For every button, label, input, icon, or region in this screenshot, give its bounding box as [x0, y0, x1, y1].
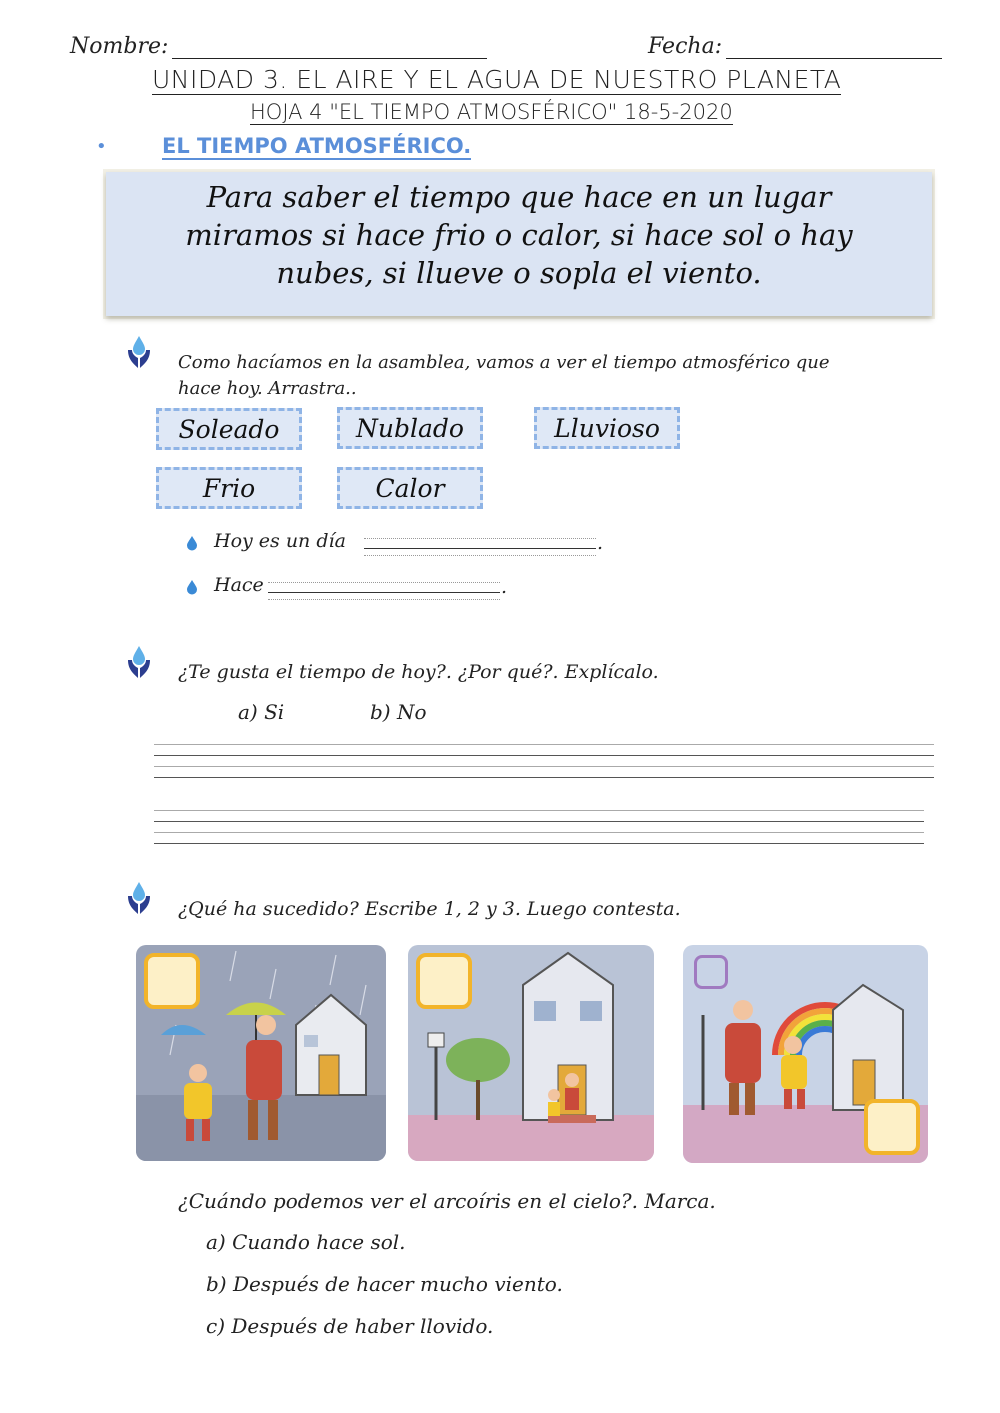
sentence2-period: . [501, 576, 508, 598]
option-no[interactable]: b) No [370, 700, 427, 724]
chip-soleado[interactable]: Soleado [156, 408, 302, 450]
sheet-title: HOJA 4 "EL TIEMPO ATMOSFÉRICO" 18-5-2020 [250, 100, 733, 124]
info-box [106, 172, 932, 316]
chip-calor[interactable]: Calor [337, 467, 483, 509]
answer-lines-1[interactable] [154, 744, 934, 788]
rainbow-question: ¿Cuándo podemos ver el arcoíris en el cielo?. Marca. [178, 1189, 716, 1213]
info-text [106, 178, 932, 292]
rainbow-option-c[interactable]: c) Después de haber llovido. [206, 1314, 494, 1338]
sentence1-drop-zone[interactable] [364, 548, 596, 549]
unit-title: UNIDAD 3. EL AIRE Y EL AGUA DE NUESTRO PLANETA [152, 65, 842, 94]
date-label: Fecha: [648, 34, 723, 59]
chip-frio[interactable]: Frio [156, 467, 302, 509]
sentence2-label: Hace [214, 574, 264, 596]
answer-lines-2[interactable] [154, 810, 924, 854]
empty-corner-frame [694, 955, 728, 989]
info-line-2: miramos si hace frio o calor, si hace sol o hay [185, 218, 853, 252]
order-box-panel-1[interactable] [144, 953, 200, 1009]
info-line-1: Para saber el tiempo que hace en un lugar [206, 180, 832, 214]
hands-water-drop-icon [124, 644, 154, 680]
water-drop-icon [185, 579, 199, 595]
exercise1-instruction-line1: Como hacíamos en la asamblea, vamos a ver el tiempo atmosférico que [178, 352, 830, 373]
chip-nublado[interactable]: Nublado [337, 407, 483, 449]
rainbow-option-b[interactable]: b) Después de hacer mucho viento. [206, 1272, 563, 1296]
name-field[interactable] [172, 58, 487, 59]
exercise3-instruction: ¿Qué ha sucedido? Escribe 1, 2 y 3. Luego contesta. [178, 898, 681, 920]
order-box-panel-3[interactable] [864, 1099, 920, 1155]
sentence1-period: . [597, 532, 604, 554]
water-drop-icon [185, 535, 199, 551]
chip-lluvioso[interactable]: Lluvioso [534, 407, 680, 449]
section-title: EL TIEMPO ATMOSFÉRICO. [162, 134, 472, 158]
name-label: Nombre: [70, 34, 169, 59]
sentence1-label: Hoy es un día [214, 530, 346, 552]
hands-water-drop-icon [124, 334, 154, 370]
info-line-3: nubes, si llueve o sopla el viento. [276, 256, 762, 290]
sentence2-drop-zone[interactable] [268, 592, 500, 593]
exercise1-instruction-line2: hace hoy. Arrastra.. [178, 378, 357, 399]
hands-water-drop-icon [124, 880, 154, 916]
date-field[interactable] [726, 58, 942, 59]
order-box-panel-2[interactable] [416, 953, 472, 1009]
section-bullet: • [96, 136, 107, 157]
option-si[interactable]: a) Si [238, 700, 285, 724]
rainbow-option-a[interactable]: a) Cuando hace sol. [206, 1230, 406, 1254]
exercise2-question: ¿Te gusta el tiempo de hoy?. ¿Por qué?. Explícalo. [178, 661, 659, 683]
